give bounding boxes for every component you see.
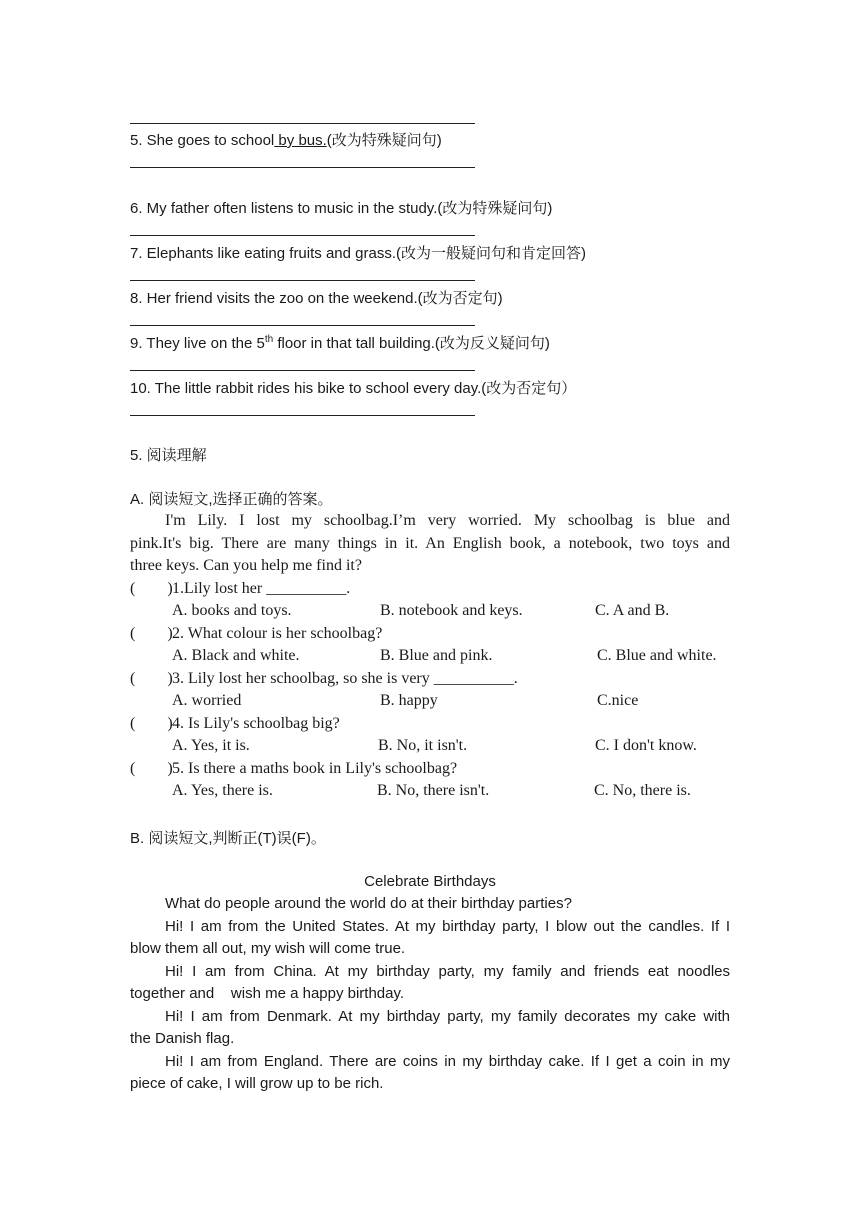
passage-line: pink.It's big. There are many things in it. An English book, a notebook, two toys and [130,535,730,552]
passage-line: three keys. Can you help me find it? [130,557,362,574]
option-b[interactable]: B. happy [380,692,438,709]
rewrite-item-7: 7. Elephants like eating fruits and grass.(改为一般疑问句和肯定回答) [130,245,586,262]
question-stem: 3. Lily lost her schoolbag, so she is very __________. [172,670,518,687]
passage-line: Hi! I am from the United States. At my birthday party, I blow out the candles. If I [165,918,730,935]
answer-paren[interactable]: ( ) [130,715,173,732]
answer-paren[interactable]: ( ) [130,670,173,687]
option-b[interactable]: B. No, there isn't. [377,782,490,799]
answer-line[interactable] [130,167,475,168]
passage-line: the Danish flag. [130,1030,235,1047]
item-instruction: (改为特殊疑问句) [326,132,442,149]
passage-line: I'm Lily. I lost my schoolbag.I’m very worried. My schoolbag is blue and [165,512,730,529]
rewrite-item-10: 10. The little rabbit rides his bike to school every day.(改为否定句） [130,380,577,397]
item-text: 9. They live on the 5 [130,335,265,352]
item-instruction: floor in that tall building.(改为反义疑问句) [273,335,550,352]
answer-line[interactable] [130,325,475,326]
passage-line: together and wish me a happy birthday. [130,985,405,1002]
section-heading: 5. 阅读理解 [130,447,207,464]
question-stem: 2. What colour is her schoolbag? [172,625,383,642]
answer-paren[interactable]: ( ) [130,760,173,777]
answer-line[interactable] [130,280,475,281]
rewrite-item-5 [130,129,442,150]
part-a-heading: A. 阅读短文,选择正确的答案。 [130,491,333,508]
passage-line: Hi! I am from England. There are coins in my birthday cake. If I get a coin in my [165,1053,730,1070]
option-c[interactable]: C. Blue and white. [597,647,717,664]
option-a[interactable]: A. books and toys. [172,602,292,619]
question-stem: 4. Is Lily's schoolbag big? [172,715,340,732]
passage-line: What do people around the world do at their birthday parties? [165,895,572,912]
rewrite-item-9 [130,332,550,353]
option-c[interactable]: C. No, there is. [594,782,691,799]
answer-line[interactable] [130,370,475,371]
answer-paren[interactable]: ( ) [130,625,173,642]
underlined-phrase: by bus. [274,132,327,149]
option-c[interactable]: C. A and B. [595,602,670,619]
option-c[interactable]: C.nice [597,692,639,709]
option-a[interactable]: A. Yes, there is. [172,782,273,799]
option-c[interactable]: C. I don't know. [595,737,697,754]
rewrite-item-6: 6. My father often listens to music in the study.(改为特殊疑问句) [130,200,553,217]
part-b-heading: B. 阅读短文,判断正(T)误(F)。 [130,830,326,847]
option-a[interactable]: A. Yes, it is. [172,737,250,754]
answer-line[interactable] [130,415,475,416]
option-b[interactable]: B. notebook and keys. [380,602,523,619]
passage-line: Hi! I am from China. At my birthday party, my family and friends eat noodles [165,963,730,980]
passage-line: piece of cake, I will grow up to be rich. [130,1075,384,1092]
option-b[interactable]: B. No, it isn't. [378,737,468,754]
question-stem: 1.Lily lost her __________. [172,580,351,597]
passage-title: Celebrate Birthdays [364,873,496,890]
answer-line[interactable] [130,123,475,124]
passage-line: Hi! I am from Denmark. At my birthday party, my family decorates my cake with [165,1008,730,1025]
superscript: th [264,334,274,345]
question-stem: 5. Is there a maths book in Lily's schoolbag? [172,760,458,777]
item-text: 5. She goes to school [130,132,275,149]
option-a[interactable]: A. Black and white. [172,647,300,664]
option-a[interactable]: A. worried [172,692,242,709]
rewrite-item-8: 8. Her friend visits the zoo on the weekend.(改为否定句) [130,290,503,307]
passage-line: blow them all out, my wish will come true. [130,940,406,957]
answer-line[interactable] [130,235,475,236]
option-b[interactable]: B. Blue and pink. [380,647,493,664]
answer-paren[interactable]: ( ) [130,580,173,597]
